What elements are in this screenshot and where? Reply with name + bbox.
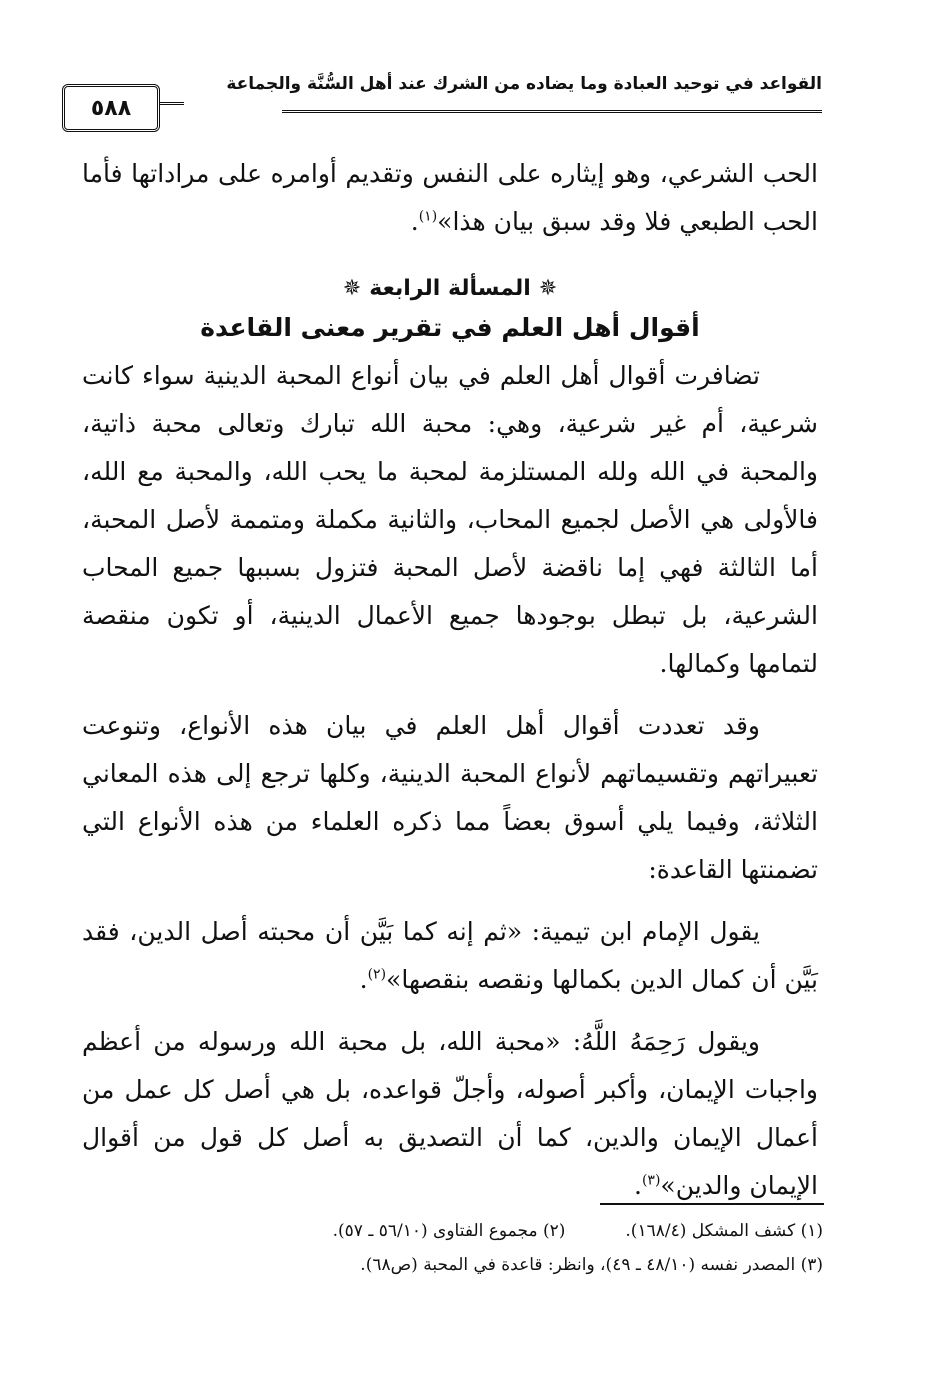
paragraph-4-text: ويقول رَحِمَهُ اللَّهُ: «محبة الله، بل محبة الله ورسوله من أعظم واجبات الإيمان، وأكبر أصوله، وأجلّ قواعده، بل هي أصل كل عمل من أعمال الإيمان والدين، كما أن التصديق به أصل كل قول من أقوال الإيمان والدين» (82, 1027, 818, 1200)
page-body (82, 150, 818, 1210)
footnote-2: (٢) مجموع الفتاوى (٥٦/١٠ ـ ٥٧). (332, 1221, 566, 1241)
section-title: أقوال أهل العلم في تقرير معنى القاعدة (200, 313, 700, 342)
section-label-text: المسألة الرابعة (369, 276, 531, 301)
paragraph-3-text: يقول الإمام ابن تيمية: «ثم إنه كما بَيَّن أن محبته أصل الدين، فقد بَيَّن أن كمال الدين بكمالها ونقصه بنقصها» (82, 917, 818, 994)
page-number-box (62, 84, 160, 132)
page-number: ٥٨٨ (90, 95, 132, 121)
intro-text: الحب الشرعي، وهو إيثاره على النفس وتقديم أوامره على مراداتها فأما الحب الطبعي فلا وقد سبق بيان هذا» (82, 159, 818, 236)
footnote-ref-1: (١) (418, 208, 438, 225)
header-rule (282, 110, 822, 113)
octagram-ornament-icon: ✵ (342, 276, 362, 301)
paragraph-1: تضافرت أقوال أهل العلم في بيان أنواع المحبة الدينية سواء كانت شرعية، أم غير شرعية، وهي: محبة الله تبارك وتعالى محبة ذاتية، والمحبة في الله ولله المستلزمة لمحبة ما يحب الله، والمحبة مع الله، فالأولى هي الأصل لجميع المحاب، والثانية مكملة ومتممة لأصل المحبة، أما الثالثة فهي إما ناقضة لأصل المحبة فتزول بسببها جميع المحاب الشرعية، بل تبطل بوجودها جميع الأعمال الدينية، أو تكون منقصة لتمامها وكمالها. (82, 361, 818, 678)
footnote-ref-2: (٢) (367, 966, 387, 983)
octagram-ornament-icon: ✵ (538, 276, 558, 301)
footnote-1: (١) كشف المشكل (١٦٨/٤). (625, 1221, 823, 1241)
footnote-row (83, 1248, 823, 1282)
footnotes (83, 1214, 823, 1282)
running-header (62, 60, 822, 130)
footnote-ref-3: (٣) (641, 1172, 661, 1189)
intro-paragraph: الحب الشرعي، وهو إيثاره على النفس وتقديم أوامره على مراداتها فأما الحب الطبعي فلا وقد سبق بيان هذا»$^{(١)}$. (82, 159, 818, 236)
paragraph-4: ويقول رَحِمَهُ اللَّهُ: «محبة الله، بل محبة الله ورسوله من أعظم واجبات الإيمان، وأكبر أصوله، وأجلّ قواعده، بل هي أصل كل عمل من أعمال الإيمان والدين، كما أن التصديق به أصل كل قول من أقوال الإيمان والدين»$^{(٣)}$. (82, 1027, 818, 1200)
footnote-row (83, 1214, 823, 1248)
header-rule-left (156, 102, 184, 105)
book-title: القواعد في توحيد العبادة وما يضاده من الشرك عند أهل السُّنَّة والجماعة (226, 74, 822, 94)
footnote-separator (600, 1203, 824, 1205)
section-label (82, 276, 818, 301)
paragraph-2: وقد تعددت أقوال أهل العلم في بيان هذه الأنواع، وتنوعت تعبيراتهم وتقسيماتهم لأنواع المحبة الدينية، وكلها ترجع إلى هذه المعاني الثلاثة، وفيما يلي أسوق بعضاً مما ذكره العلماء من هذه الأنواع التي تضمنتها القاعدة: (82, 711, 818, 884)
paragraph-3: يقول الإمام ابن تيمية: «ثم إنه كما بَيَّن أن محبته أصل الدين، فقد بَيَّن أن كمال الدين بكمالها ونقصه بنقصها»$^{(٢)}$. (82, 917, 818, 994)
footnote-3: (٣) المصدر نفسه (٤٨/١٠ ـ ٤٩)، وانظر: قاعدة في المحبة (ص٦٨). (360, 1255, 823, 1275)
